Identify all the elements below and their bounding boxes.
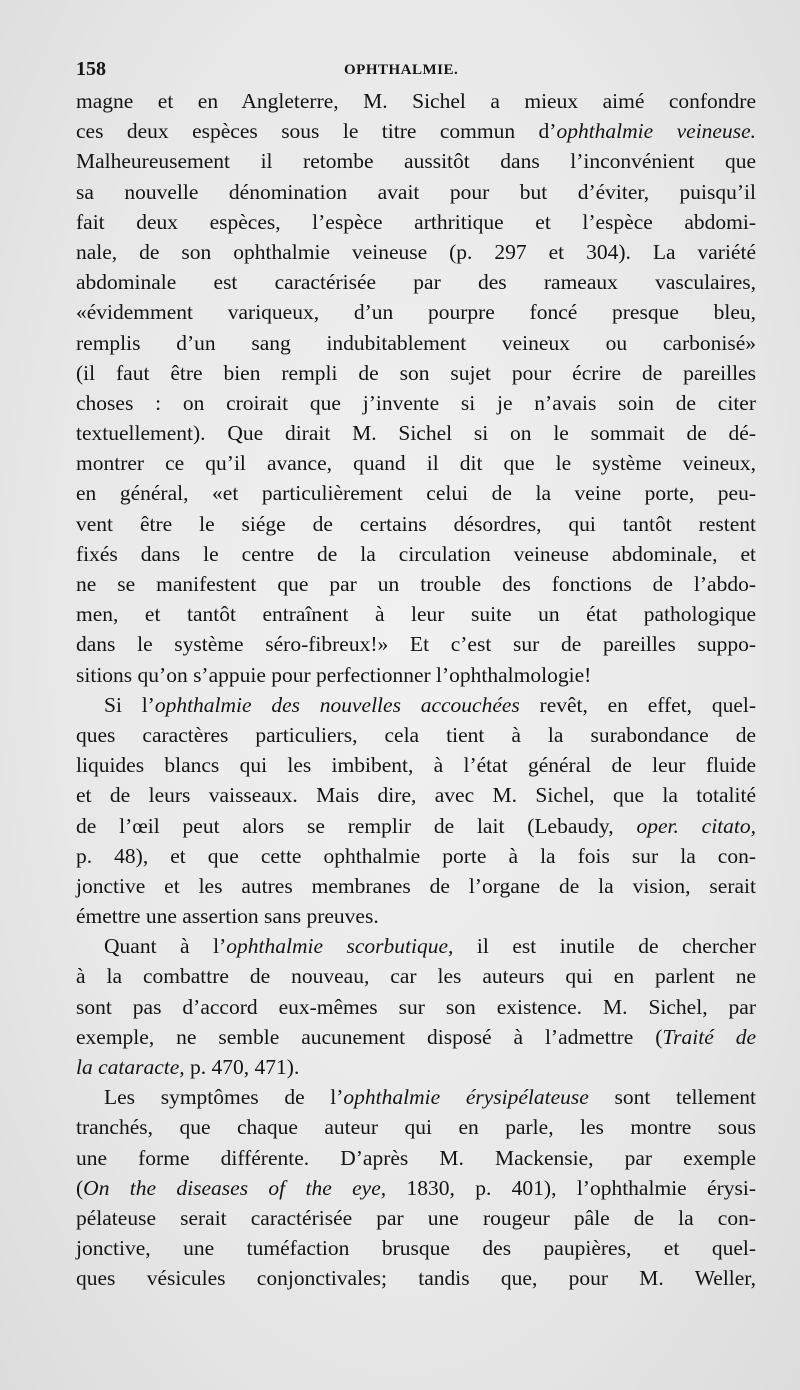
text-line: Quant à l’ophthalmie scorbutique, il est inutile de chercher xyxy=(104,934,756,959)
text-line: à la combattre de nouveau, car les auteurs qui en parlent ne xyxy=(76,964,756,989)
text-line: fait deux espèces, l’espèce arthritique et l’espèce abdomi- xyxy=(76,209,756,234)
text-line: montrer ce qu’il avance, quand il dit que le système veineux, xyxy=(76,451,756,476)
text-line: une forme différente. D’après M. Mackensie, par exemple xyxy=(76,1145,756,1170)
text-line: tranchés, que chaque auteur qui en parle, les montre sous xyxy=(76,1115,756,1140)
text-line: ques caractères particuliers, cela tient à la surabondance de xyxy=(76,722,756,747)
text-line: fixés dans le centre de la circulation veineuse abdominale, et xyxy=(76,541,756,566)
text-line: ces deux espèces sous le titre commun d’ophthalmie veineuse. xyxy=(76,119,756,144)
text-line: Les symptômes de l’ophthalmie érysipélateuse sont tellement xyxy=(104,1085,756,1110)
text-line: la cataracte, p. 470, 471). xyxy=(76,1055,300,1079)
text-line: (On the diseases of the eye, 1830, p. 401), l’ophthalmie érysi- xyxy=(76,1175,756,1200)
page-number: 158 xyxy=(76,58,106,80)
text-line: pélateuse serait caractérisée par une rougeur pâle de la con- xyxy=(76,1205,756,1230)
text-line: ques vésicules conjonctivales; tandis que, pour M. Weller, xyxy=(76,1266,756,1291)
text-line: nale, de son ophthalmie veineuse (p. 297 et 304). La variété xyxy=(76,239,756,264)
text-line: textuellement). Que dirait M. Sichel si on le sommait de dé- xyxy=(76,421,756,446)
text-line: ne se manifestent que par un trouble des fonctions de l’abdo- xyxy=(76,572,756,596)
text-line: en général, «et particulièrement celui de la veine porte, peu- xyxy=(76,481,756,506)
text-line: Malheureusement il retombe aussitôt dans l’inconvénient que xyxy=(76,149,756,174)
text-line: abdominale est caractérisée par des rameaux vasculaires, xyxy=(76,270,756,295)
text-line: jonctive, une tuméfaction brusque des paupières, et quel- xyxy=(76,1236,756,1261)
text-line: (il faut être bien rempli de son sujet pour écrire de pareilles xyxy=(76,360,756,385)
text-line: p. 48), et que cette ophthalmie porte à la fois sur la con- xyxy=(76,843,756,868)
text-line: vent être le siége de certains désordres, qui tantôt restent xyxy=(76,511,756,536)
text-line: sa nouvelle dénomination avait pour but d’éviter, puisqu’il xyxy=(76,179,756,204)
text-line: «évidemment variqueux, d’un pourpre foncé presque bleu, xyxy=(76,300,756,325)
text-line: et de leurs vaisseaux. Mais dire, avec M. Sichel, que la totalité xyxy=(76,783,756,808)
running-title: OPHTHALMIE. xyxy=(344,62,459,78)
body-text xyxy=(76,86,756,1294)
text-line: Si l’ophthalmie des nouvelles accouchées revêt, en effet, quel- xyxy=(104,692,756,717)
page-header xyxy=(76,58,756,88)
text-line: jonctive et les autres membranes de l’organe de la vision, serait xyxy=(76,873,756,898)
text-line: magne et en Angleterre, M. Sichel a mieux aimé confondre xyxy=(76,89,756,113)
text-line: de l’œil peut alors se remplir de lait (Lebaudy, oper. citato, xyxy=(76,813,757,838)
text-line: liquides blancs qui les imbibent, à l’état général de leur fluide xyxy=(76,753,756,778)
text-line: choses : on croirait que j’invente si je n’avais soin de citer xyxy=(76,390,756,415)
text-line: exemple, ne semble aucunement disposé à l’admettre (Traité de xyxy=(76,1024,757,1049)
text-line: sont pas d’accord eux-mêmes sur son existence. M. Sichel, par xyxy=(76,994,756,1019)
text-line: remplis d’un sang indubitablement veineux ou carbonisé» xyxy=(76,330,756,355)
text-line: men, et tantôt entraînent à leur suite un état pathologique xyxy=(76,602,756,627)
text-line: sitions qu’on s’appuie pour perfectionner l’ophthalmologie! xyxy=(76,662,592,687)
text-line: émettre une assertion sans preuves. xyxy=(76,904,379,929)
text-line: dans le système séro-fibreux!» Et c’est sur de pareilles suppo- xyxy=(76,632,756,657)
